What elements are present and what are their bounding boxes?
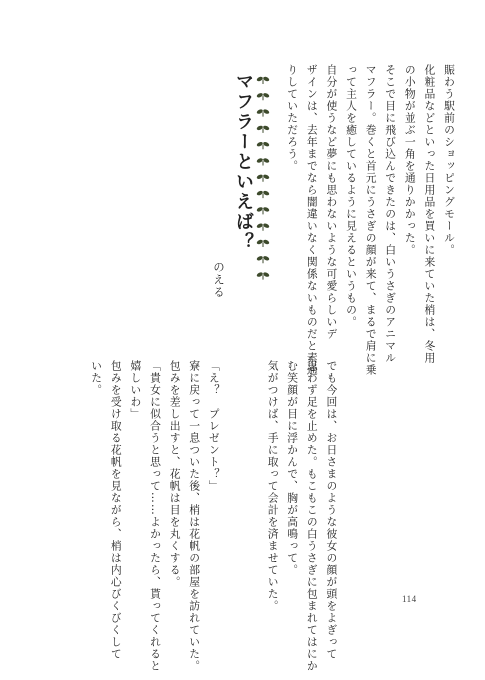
text-column: でも今回は、お日さまのような彼女の顔が頭をよぎって	[325, 360, 339, 660]
story-title: マフラーといえば？	[233, 72, 254, 252]
text-column: マフラー。巻くと首元にうさぎの顔が来て、まるで肩に乗	[364, 64, 378, 376]
text-column: む笑顔が目に浮かんで、胸が高鳴って。	[286, 360, 300, 576]
text-column: 化粧品などといった日用品を買いに来ていた梢は、冬用	[423, 64, 437, 364]
text-column: 「貴女に似合うと思って……よかったら、貰ってくれると	[149, 360, 162, 672]
page-number: 114	[402, 594, 417, 604]
text-column: 寮に戻って一息ついた後、梢は花帆の部屋を訪れていた。	[188, 360, 202, 672]
text-column: そこで目に飛び込んできたのは、白いうさぎのアニマル	[384, 64, 398, 364]
text-column: 思わず足を止めた。もこもこの白うさぎに包まれてはにか	[305, 360, 319, 672]
text-column: 「え？ プレゼント？」	[207, 360, 221, 492]
text-column: 包みを差し出すと、花帆は目を丸くする。	[168, 360, 182, 588]
text-column: 賑わう駅前のショッピングモール。	[443, 64, 456, 256]
author-name: のえる	[212, 261, 226, 299]
text-column: ザインは、去年までなら闇違いなく関係ないものだと素通	[305, 64, 319, 376]
text-column: 嬉しいわ」	[129, 360, 143, 420]
text-column: いた。	[90, 360, 104, 396]
body-text	[74, 0, 454, 680]
text-column: 気がつけば、手に取って会計を済ませていた。	[266, 360, 280, 612]
text-column: りしていただろう。	[286, 64, 300, 172]
text-column: の小物が並ぶ一角を通りかかった。	[403, 64, 417, 256]
text-column: 自分が使うなど夢にも思わないような可愛らしいデ	[325, 64, 339, 340]
text-column: 包みを受け取る花帆を見ながら、梢は内心びくびくして	[109, 360, 123, 660]
text-column: って主人を癒しているように見えるというもの。	[345, 64, 358, 328]
